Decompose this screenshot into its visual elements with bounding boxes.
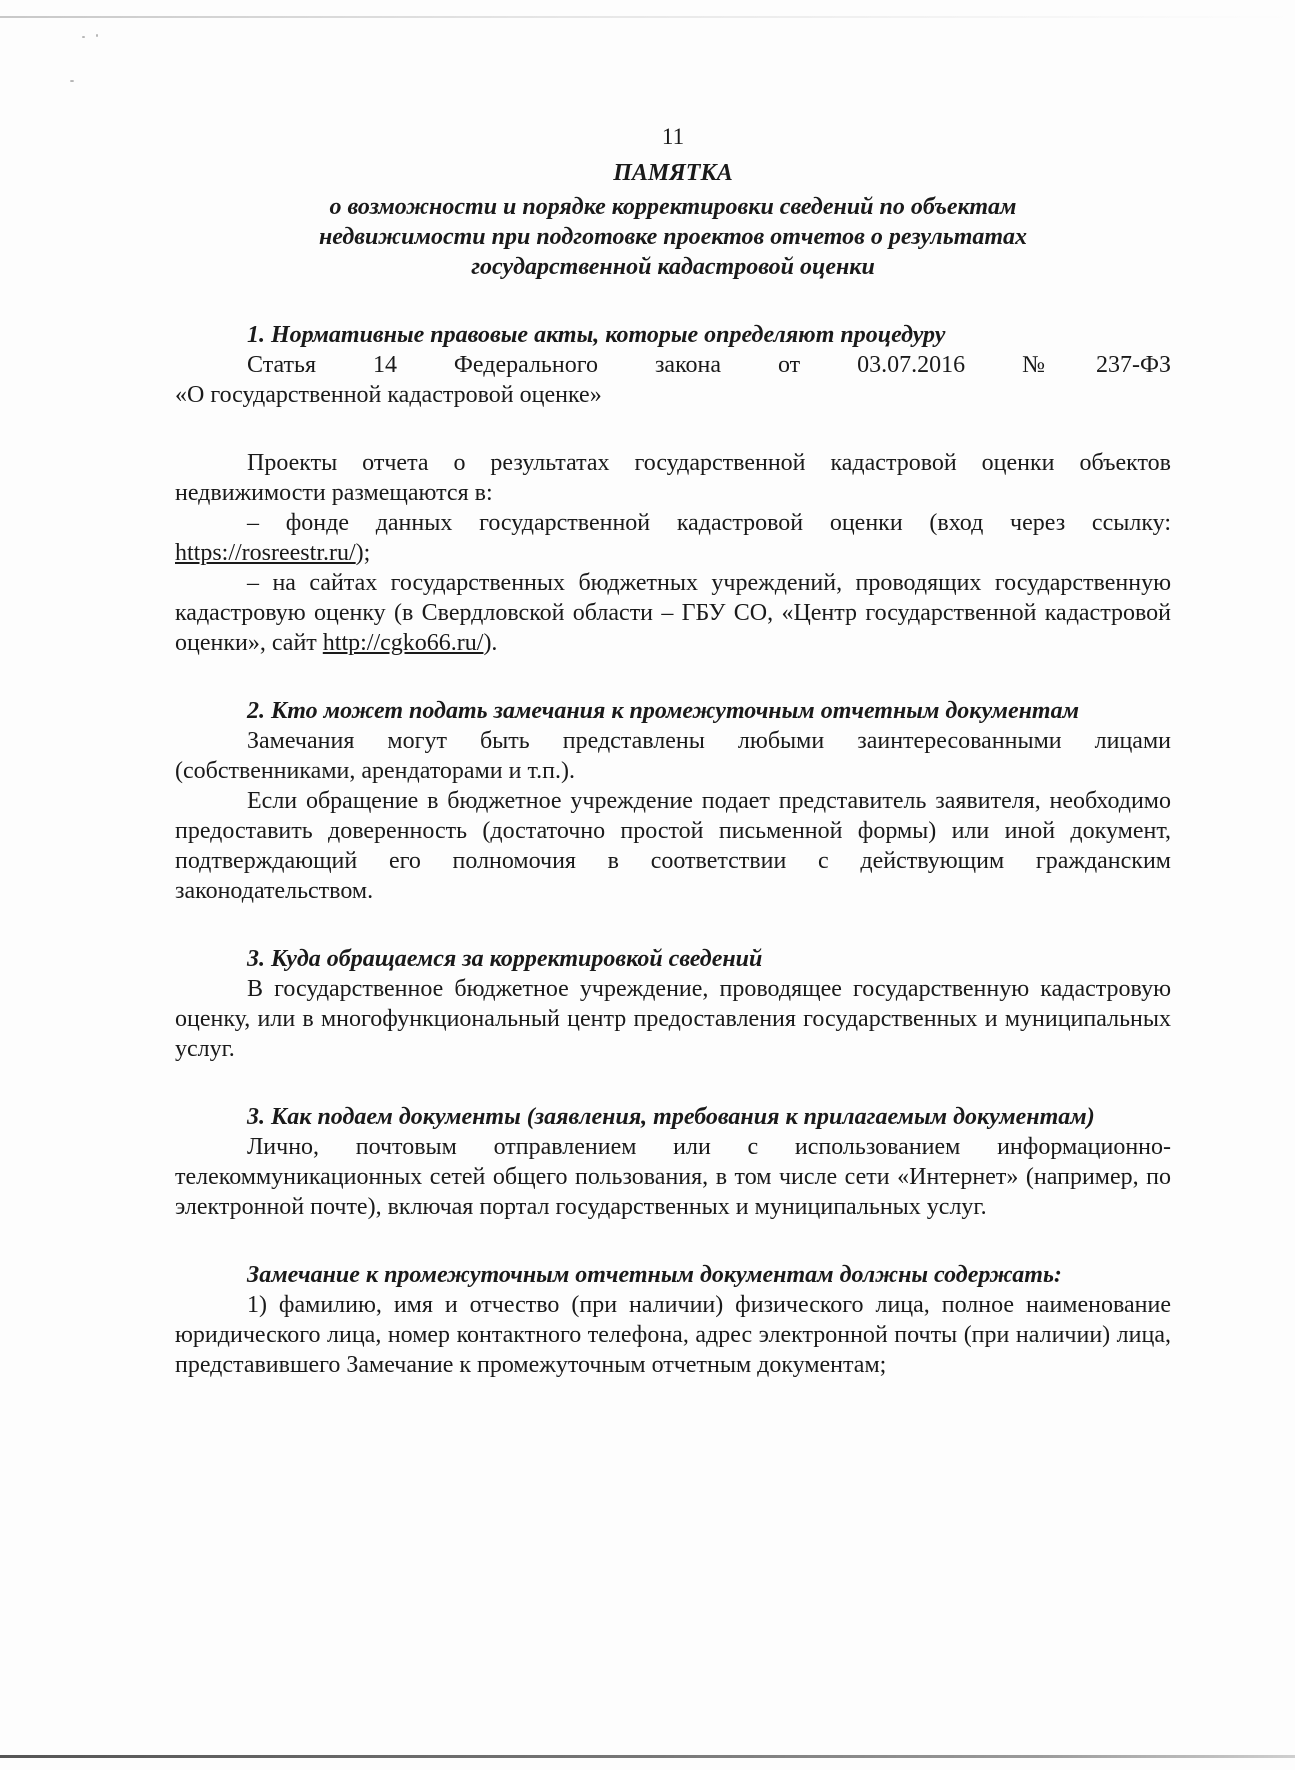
section-5-heading: Замечание к промежуточным отчетным документам должны содержать:: [247, 1262, 1062, 1288]
intro-item-1-end: );: [355, 540, 371, 566]
section-1-law-reference: Статья 14 Федерального закона от 03.07.2016 №237-ФЗ: [247, 352, 1171, 378]
intro-list-item-1: [175, 508, 1171, 568]
section-2-paragraph-1: Замечания могут быть представлены любыми заинтересованными лицами (собственниками, арендаторами и т.п.).: [175, 728, 1171, 784]
scan-edge-bottom: [0, 1755, 1295, 1758]
intro-item-1-text: – фонде данных государственной кадастровой оценки (вход через ссылку:: [247, 510, 1171, 536]
cgko66-link[interactable]: http://cgko66.ru/: [322, 630, 484, 656]
intro-item-2-end: ).: [483, 630, 498, 656]
page-number: 11: [661, 124, 685, 149]
section-2-heading: 2. Кто может подать замечания к промежуточным отчетным документам: [247, 698, 1080, 724]
document-body: [175, 122, 1171, 1380]
section-3-heading: 3. Куда обращаемся за корректировкой сведений: [247, 946, 763, 972]
document-title: ПАМЯТКА: [613, 160, 733, 186]
rosreestr-link[interactable]: https://rosreestr.ru/: [175, 540, 356, 566]
section-5-list-item-1: 1) фамилию, имя и отчество (при наличии) физического лица, полное наименование юридического лица, номер контактного телефона, адрес электронной почты (при наличии) лица, представившего Замечание к промежуточным отчетным документам;: [175, 1292, 1171, 1378]
scan-speck: [70, 80, 74, 82]
scan-edge-top: [0, 16, 1295, 18]
section-1-heading: 1. Нормативные правовые акты, которые определяют процедуру: [247, 322, 946, 348]
scan-speck: [82, 36, 85, 38]
intro-item-2-text: – на сайтах государственных бюджетных учреждений, проводящих государственную кадастровую оценку (в Свердловской области – ГБУ СО, «Центр государственной кадастровой оценки», сайт: [175, 570, 1171, 656]
section-2-paragraph-2: Если обращение в бюджетное учреждение подает представитель заявителя, необходимо предоставить доверенность (достаточно простой письменной формы) или иной документ, подтверждающий его полномочия в соответствии с действующим гражданским законодательством.: [175, 788, 1171, 904]
section-4-heading: 3. Как подаем документы (заявления, требования к прилагаемым документам): [247, 1104, 1095, 1130]
section-3-paragraph: В государственное бюджетное учреждение, проводящее государственную кадастровую оценку, или в многофункциональный центр предоставления государственных и муниципальных услуг.: [175, 976, 1171, 1062]
intro-paragraph: Проекты отчета о результатах государственной кадастровой оценки объектов недвижимости размещаются в:: [175, 450, 1171, 506]
section-1-law-title: «О государственной кадастровой оценке»: [175, 382, 602, 408]
section-4-paragraph: Лично, почтовым отправлением или с использованием информационно-телекоммуникационных сетей общего пользования, в том числе сети «Интернет» (например, по электронной почте), включая портал государственных и муниципальных услуг.: [175, 1134, 1171, 1220]
document-subtitle: о возможности и порядке корректировки сведений по объектам недвижимости при подготовке проектов отчетов о результатах государственной кадастровой оценки: [318, 194, 1028, 280]
intro-list-item-2: [175, 568, 1171, 658]
scan-speck: [96, 34, 98, 37]
